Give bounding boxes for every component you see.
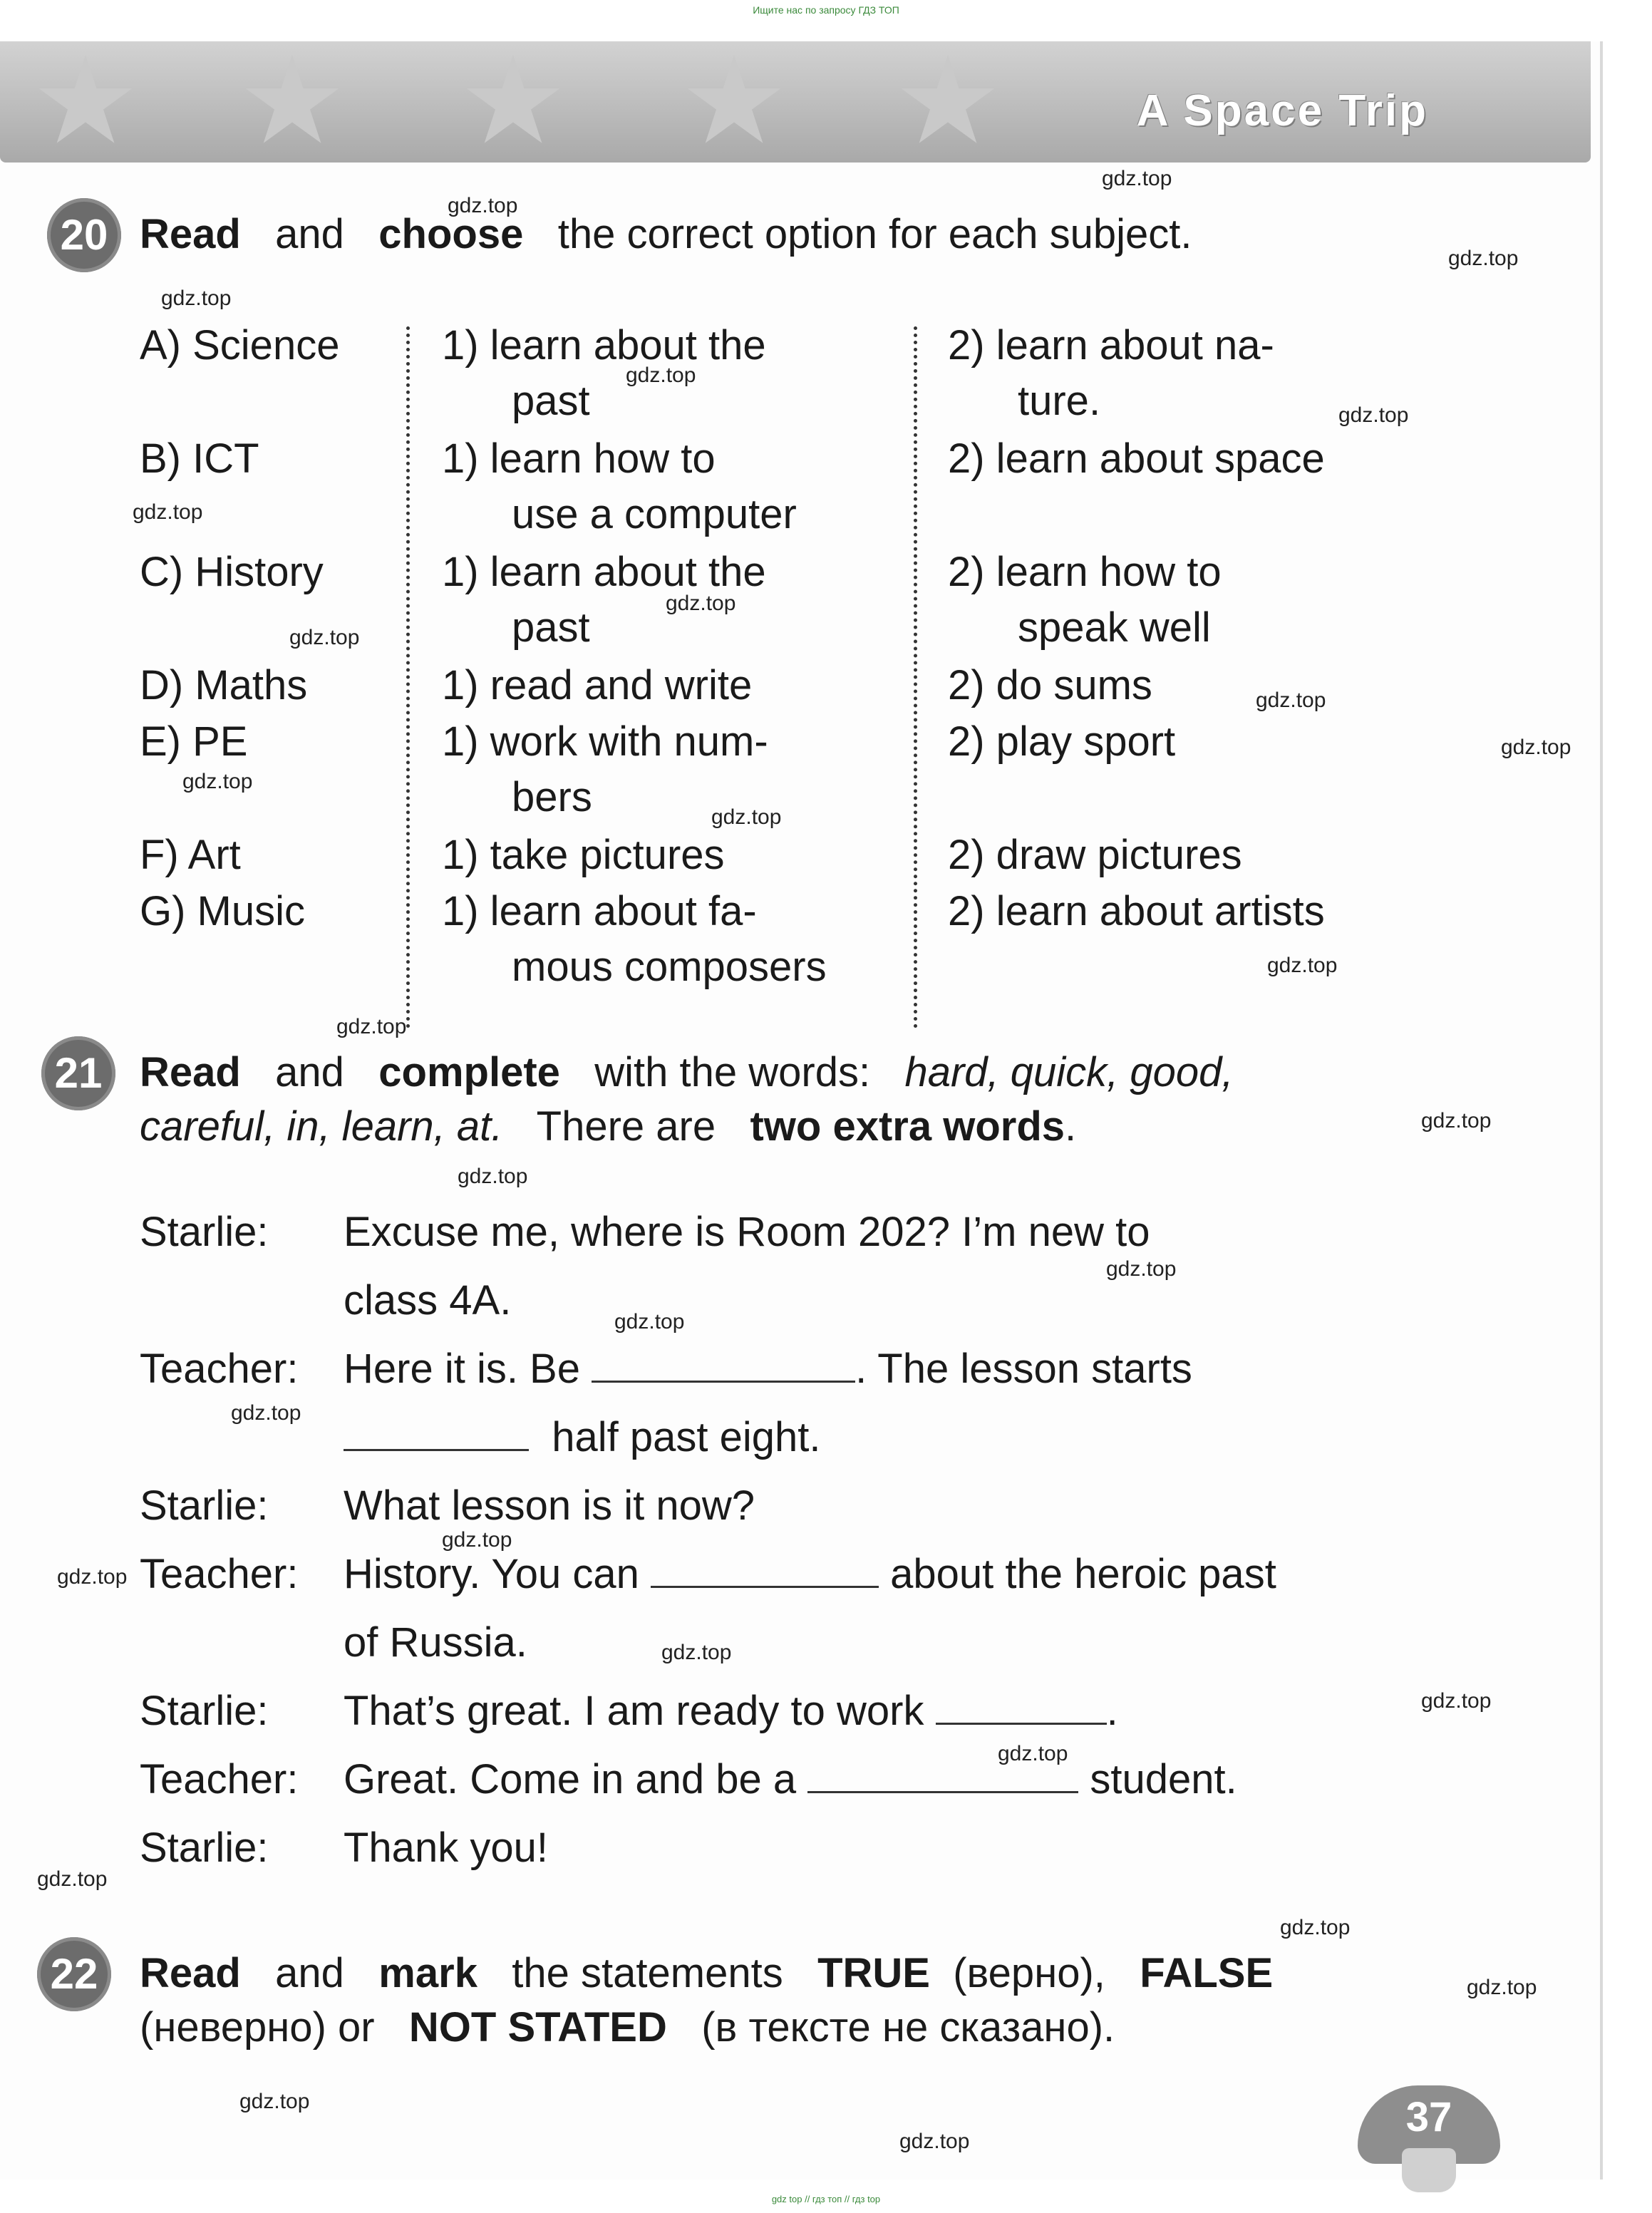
watermark: gdz.top xyxy=(37,1867,108,1891)
watermark: gdz.top xyxy=(182,770,253,793)
option-text: 2) play sport xyxy=(948,718,1176,765)
option-text: 1) learn about the xyxy=(442,549,766,595)
star-icon: ★ xyxy=(679,33,789,169)
exercise-number-badge: 20 xyxy=(47,198,121,272)
exercise-21-instruction-line2 xyxy=(140,1102,1076,1152)
watermark: gdz.top xyxy=(448,194,518,217)
dialogue-speaker: Starlie: xyxy=(140,1825,269,1871)
instruction-text: (неверно) or xyxy=(140,2004,375,2050)
subject-label: B) ICT xyxy=(140,435,259,482)
option-text: 2) learn how to xyxy=(948,549,1222,595)
instruction-text: with the words: xyxy=(594,1049,871,1095)
instruction-text: There are xyxy=(536,1103,716,1150)
option-1[interactable] xyxy=(442,431,797,542)
dialogue-text: . xyxy=(1106,1688,1118,1734)
column-divider xyxy=(914,326,917,1028)
subject-label: D) Maths xyxy=(140,662,308,708)
watermark: gdz.top xyxy=(1421,1689,1492,1713)
dialogue-text: Here it is. Be xyxy=(344,1346,580,1392)
option-1[interactable] xyxy=(442,318,766,429)
dialogue-line: Excuse me, where is Room 202? I’m new to xyxy=(344,1209,1150,1255)
watermark: gdz.top xyxy=(1102,167,1172,190)
option-text: 1) work with num- xyxy=(442,718,768,765)
option-2[interactable] xyxy=(948,714,1175,770)
dialogue-line: Thank you! xyxy=(344,1825,548,1871)
instruction-text: and xyxy=(275,1950,344,1996)
dialogue-line xyxy=(344,1686,1118,1736)
instruction-text: (верно), xyxy=(953,1950,1105,1996)
star-icon: ★ xyxy=(31,33,140,169)
page-number-mushroom xyxy=(1358,2085,1500,2192)
exercise-22-instruction-line2 xyxy=(140,2003,1115,2053)
option-2[interactable] xyxy=(948,827,1242,883)
option-2[interactable] xyxy=(948,545,1222,656)
dialogue-text: student. xyxy=(1090,1756,1237,1802)
exercise-20-instruction xyxy=(140,210,1192,259)
word-bank: hard, quick, good, xyxy=(904,1049,1234,1095)
instruction-text: and xyxy=(275,1049,344,1095)
option-text: 1) learn about fa- xyxy=(442,888,757,934)
instruction-keyword: NOT STATED xyxy=(408,2004,667,2050)
watermark: gdz.top xyxy=(614,1310,685,1334)
watermark: gdz.top xyxy=(1501,736,1571,759)
dialogue-text: . The lesson starts xyxy=(855,1346,1192,1392)
option-text: 2) learn about space xyxy=(948,435,1325,482)
page-title: A Space Trip xyxy=(1136,86,1428,135)
dialogue-line xyxy=(344,1344,1192,1394)
watermark: gdz.top xyxy=(1256,688,1326,712)
dialogue-line: class 4A. xyxy=(344,1277,512,1324)
subject-label: E) PE xyxy=(140,718,248,765)
instruction-keyword: TRUE xyxy=(817,1950,930,1996)
option-2[interactable] xyxy=(948,318,1274,429)
instruction-keyword: complete xyxy=(378,1049,560,1095)
option-text: 2) learn about artists xyxy=(948,888,1325,934)
instruction-text: the correct option for each subject. xyxy=(557,211,1192,257)
watermark: gdz.top xyxy=(711,805,782,829)
option-text: mous composers xyxy=(512,944,827,990)
instruction-text: the statements xyxy=(512,1950,783,1996)
watermark: gdz.top xyxy=(1421,1109,1492,1133)
watermark: gdz.top xyxy=(289,626,360,649)
exercise-21-instruction xyxy=(140,1048,1234,1098)
mushroom-stem xyxy=(1402,2148,1456,2192)
answer-blank[interactable] xyxy=(936,1688,1107,1725)
option-1[interactable] xyxy=(442,827,725,883)
dialogue-speaker: Teacher: xyxy=(140,1346,299,1392)
instruction-keyword: mark xyxy=(378,1950,477,1996)
star-icon: ★ xyxy=(458,33,568,169)
watermark: gdz.top xyxy=(666,592,736,615)
page-header xyxy=(0,33,1591,169)
watermark: gdz.top xyxy=(1467,1976,1537,1999)
dialogue-line: What lesson is it now? xyxy=(344,1482,755,1529)
subject-label: F) Art xyxy=(140,832,241,878)
instruction-text: . xyxy=(1065,1103,1077,1150)
answer-blank[interactable] xyxy=(592,1346,855,1383)
subject-label: A) Science xyxy=(140,322,340,368)
watermark: gdz.top xyxy=(1280,1916,1351,1939)
option-text: past xyxy=(512,378,590,424)
page-number: 37 xyxy=(1405,2094,1452,2140)
watermark: gdz.top xyxy=(133,500,203,524)
watermark: gdz.top xyxy=(458,1165,528,1188)
dialogue-text: History. You can xyxy=(344,1551,639,1597)
watermark: gdz.top xyxy=(626,363,696,387)
option-text: 2) draw pictures xyxy=(948,832,1242,878)
watermark: gdz.top xyxy=(336,1015,407,1038)
dialogue-line xyxy=(344,1413,821,1463)
option-2[interactable] xyxy=(948,431,1325,487)
dialogue-text: about the heroic past xyxy=(890,1551,1276,1597)
option-text: use a computer xyxy=(512,491,797,537)
instruction-text: (в тексте не сказано). xyxy=(701,2004,1115,2050)
bottom-note: gdz top // гдз топ // гдз top xyxy=(771,2194,881,2204)
watermark: gdz.top xyxy=(1106,1257,1177,1281)
instruction-keyword: Read xyxy=(140,1950,241,1996)
dialogue-speaker: Starlie: xyxy=(140,1209,269,1255)
answer-blank[interactable] xyxy=(344,1415,529,1451)
instruction-text: and xyxy=(275,211,344,257)
dialogue-speaker: Starlie: xyxy=(140,1482,269,1529)
watermark: gdz.top xyxy=(442,1528,512,1552)
dialogue-speaker: Teacher: xyxy=(140,1756,299,1802)
watermark: gdz.top xyxy=(998,1742,1068,1765)
watermark: gdz.top xyxy=(231,1401,301,1425)
option-text: past xyxy=(512,604,590,651)
option-2[interactable] xyxy=(948,658,1152,713)
watermark: gdz.top xyxy=(1338,403,1409,427)
option-text: 1) take pictures xyxy=(442,832,725,878)
dialogue-text: That’s great. I am ready to work xyxy=(344,1688,924,1734)
dialogue-text: half past eight. xyxy=(552,1414,821,1460)
option-text: 2) learn about na- xyxy=(948,322,1274,368)
option-1[interactable] xyxy=(442,884,827,995)
option-1[interactable] xyxy=(442,658,752,713)
watermark: gdz.top xyxy=(239,2090,310,2113)
dialogue-speaker: Starlie: xyxy=(140,1688,269,1734)
instruction-keyword: Read xyxy=(140,211,241,257)
option-text: 1) learn how to xyxy=(442,435,716,482)
answer-blank[interactable] xyxy=(651,1552,879,1588)
watermark: gdz.top xyxy=(1267,954,1338,977)
option-2[interactable] xyxy=(948,884,1325,939)
watermark: gdz.top xyxy=(899,2130,970,2153)
exercise-number-badge: 21 xyxy=(41,1036,115,1110)
star-icon: ★ xyxy=(893,33,1003,169)
watermark: gdz.top xyxy=(1448,247,1519,270)
option-text: 1) read and write xyxy=(442,662,753,708)
subject-label: C) History xyxy=(140,549,324,595)
option-text: speak well xyxy=(1018,604,1211,651)
dialogue-text: Great. Come in and be a xyxy=(344,1756,797,1802)
instruction-keyword: two extra words xyxy=(750,1103,1065,1150)
workbook-page xyxy=(0,33,1603,2180)
word-bank: careful, in, learn, at. xyxy=(140,1103,503,1150)
option-text: 1) learn about the xyxy=(442,322,766,368)
watermark: gdz.top xyxy=(161,287,232,310)
option-text: bers xyxy=(512,774,592,820)
instruction-keyword: FALSE xyxy=(1140,1950,1274,1996)
column-divider xyxy=(406,326,410,1028)
dialogue-line xyxy=(344,1549,1276,1599)
dialogue-line xyxy=(344,1755,1237,1805)
instruction-keyword: Read xyxy=(140,1049,241,1095)
option-text: 2) do sums xyxy=(948,662,1152,708)
exercise-number-badge: 22 xyxy=(37,1937,111,2011)
top-note: Ищите нас по запросу ГДЗ ТОП xyxy=(753,4,899,16)
option-text: ture. xyxy=(1018,378,1101,424)
dialogue-speaker: Teacher: xyxy=(140,1551,299,1597)
star-icon: ★ xyxy=(237,33,347,169)
instruction-keyword: choose xyxy=(378,211,524,257)
dialogue-line: of Russia. xyxy=(344,1619,527,1666)
subject-label: G) Music xyxy=(140,888,305,934)
watermark: gdz.top xyxy=(661,1641,732,1664)
exercise-22-instruction xyxy=(140,1949,1273,1998)
watermark: gdz.top xyxy=(57,1565,128,1589)
